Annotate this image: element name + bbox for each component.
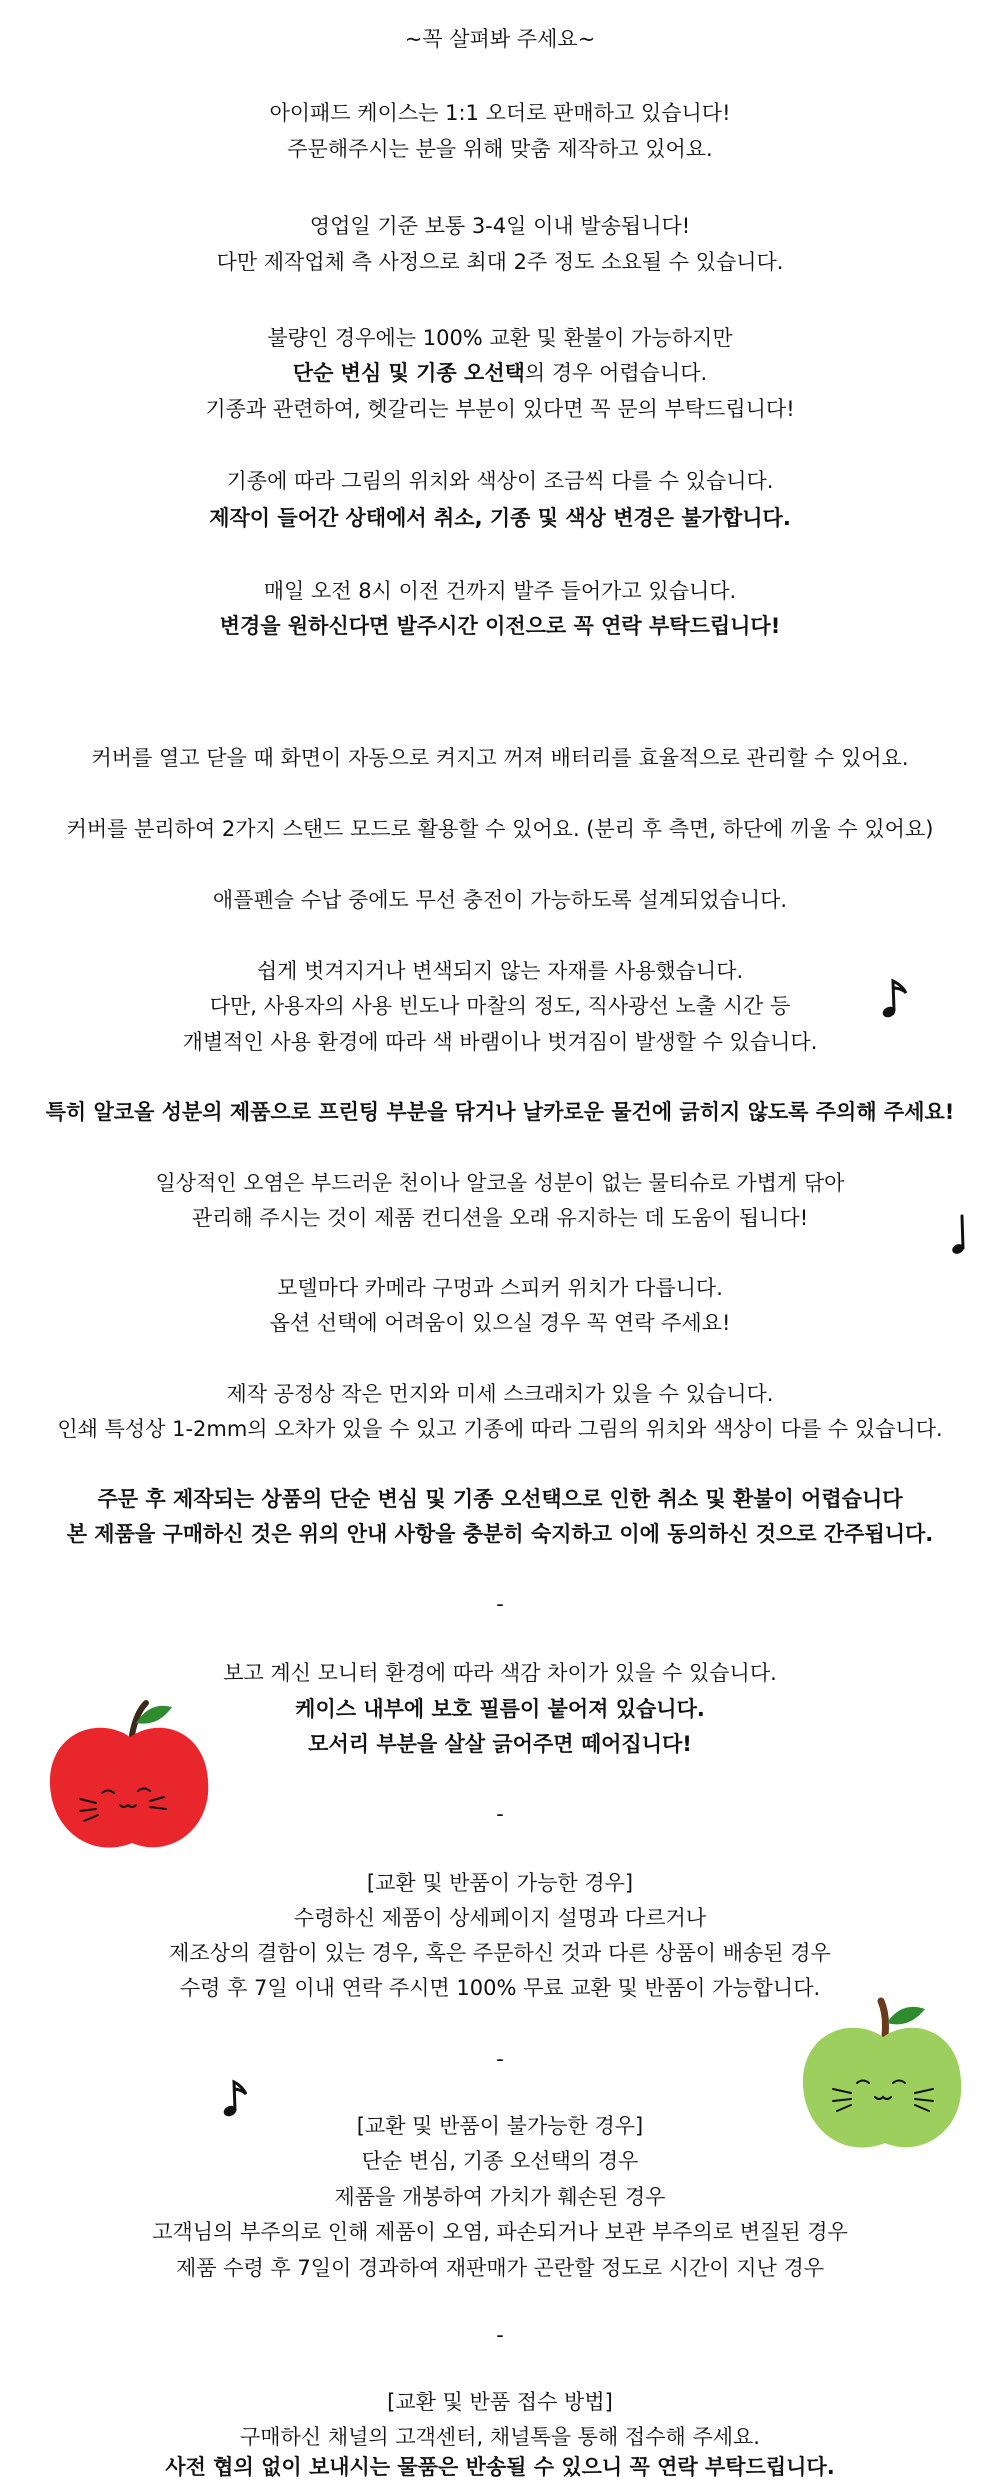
exchange-possible-line: 제조상의 결함이 있는 경우, 혹은 주문하신 것과 다른 상품이 배송된 경우 xyxy=(169,1941,831,1965)
music-note-icon xyxy=(220,2078,252,2120)
exchange-possible-line: 수령 후 7일 이내 연락 주시면 100% 무료 교환 및 반품이 가능합니다. xyxy=(179,1976,821,2000)
feature-line: 쉽게 벗겨지거나 변색되지 않는 자재를 사용했습니다. xyxy=(256,959,744,983)
section-divider: - xyxy=(496,2323,504,2347)
notice-line: 다만 제작업체 측 사정으로 최대 2주 정도 소요될 수 있습니다. xyxy=(216,250,784,274)
music-note-icon xyxy=(880,975,912,1021)
feature-line: 개별적인 사용 환경에 따라 색 바램이나 벗겨짐이 발생할 수 있습니다. xyxy=(182,1030,818,1054)
section-divider: - xyxy=(496,1592,504,1616)
film-line-bold: 모서리 부분을 살살 긁어주면 떼어집니다! xyxy=(308,1732,692,1756)
feature-line: 커버를 분리하여 2가지 스탠드 모드로 활용할 수 있어요. (분리 후 측면, 하단에 끼울 수 있어요) xyxy=(66,817,934,841)
notice-line: 주문해주시는 분을 위해 맞춤 제작하고 있어요. xyxy=(287,137,713,161)
return-method-heading: [교환 및 반품 접수 방법] xyxy=(387,2390,613,2414)
red-apple-icon xyxy=(40,1693,220,1863)
music-note-icon xyxy=(950,1213,974,1257)
exchange-impossible-line: 제품 수령 후 7일이 경과하여 재판매가 곤란할 정도로 시간이 지난 경우 xyxy=(175,2256,825,2280)
production-line: 인쇄 특성상 1-2mm의 오차가 있을 수 있고 기종에 따라 그림의 위치와 색상이 다를 수 있습니다. xyxy=(57,1417,943,1441)
exchange-impossible-line: 단순 변심, 기종 오선택의 경우 xyxy=(361,2149,639,2173)
green-apple-icon xyxy=(793,1993,973,2163)
notice-line: 기종과 관련하여, 헷갈리는 부분이 있다면 꼭 문의 부탁드립니다! xyxy=(205,397,795,421)
notice-line: 영업일 기준 보통 3-4일 이내 발송됩니다! xyxy=(309,214,691,238)
feature-line: 다만, 사용자의 사용 빈도나 마찰의 정도, 직사광선 노출 시간 등 xyxy=(209,994,791,1018)
exchange-possible-line: 수령하신 제품이 상세페이지 설명과 다르거나 xyxy=(293,1906,707,1930)
model-line: 모델마다 카메라 구멍과 스피커 위치가 다릅니다. xyxy=(277,1276,723,1300)
notice-line: 불량인 경우에는 100% 교환 및 환불이 가능하지만 xyxy=(267,326,733,350)
notice-line: 기종에 따라 그림의 위치와 색상이 조금씩 다를 수 있습니다. xyxy=(226,469,774,493)
section-divider: - xyxy=(496,2047,504,2071)
care-line: 관리해 주시는 것이 제품 컨디션을 오래 유지하는 데 도움이 됩니다! xyxy=(191,1206,809,1230)
bold-emphasis: 단순 변심 및 기종 오선택 xyxy=(292,361,525,385)
notice-title: ~꼭 살펴봐 주세요~ xyxy=(404,27,596,51)
notice-line-bold: 제작이 들어간 상태에서 취소, 기종 및 색상 변경은 불가합니다. xyxy=(209,506,791,530)
feature-line: 커버를 열고 닫을 때 화면이 자동으로 켜지고 꺼져 배터리를 효율적으로 관리할 수 있어요. xyxy=(91,746,909,770)
section-divider: - xyxy=(496,1802,504,1826)
care-line: 일상적인 오염은 부드러운 천이나 알코올 성분이 없는 물티슈로 가볍게 닦아 xyxy=(155,1171,845,1195)
return-method-line: 구매하신 채널의 고객센터, 채널톡을 통해 접수해 주세요. xyxy=(240,2425,760,2449)
exchange-impossible-line: 제품을 개봉하여 가치가 훼손된 경우 xyxy=(334,2185,666,2209)
feature-line: 애플펜슬 수납 중에도 무선 충전이 가능하도록 설계되었습니다. xyxy=(212,888,788,912)
exchange-impossible-heading: [교환 및 반품이 불가능한 경우] xyxy=(356,2114,644,2138)
return-method-line-bold: 사전 협의 없이 보내시는 물품은 반송될 수 있으니 꼭 연락 부탁드립니다. xyxy=(165,2455,835,2479)
warning-line-bold: 특히 알코올 성분의 제품으로 프린팅 부분을 닦거나 날카로운 물건에 긁히지 않도록 주의해 주세요! xyxy=(45,1100,955,1124)
notice-line: 매일 오전 8시 이전 건까지 발주 들어가고 있습니다. xyxy=(263,579,737,603)
model-line: 옵션 선택에 어려움이 있으실 경우 꼭 연락 주세요! xyxy=(269,1311,731,1335)
notice-line-bold: 변경을 원하신다면 발주시간 이전으로 꼭 연락 부탁드립니다! xyxy=(219,614,781,638)
exchange-possible-heading: [교환 및 반품이 가능한 경우] xyxy=(366,1871,634,1895)
policy-line-bold: 본 제품을 구매하신 것은 위의 안내 사항을 충분히 숙지하고 이에 동의하신 것으로 간주됩니다. xyxy=(66,1522,934,1546)
monitor-line: 보고 계신 모니터 환경에 따라 색감 차이가 있을 수 있습니다. xyxy=(223,1661,777,1685)
production-line: 제작 공정상 작은 먼지와 미세 스크래치가 있을 수 있습니다. xyxy=(226,1382,774,1406)
notice-line: 아이패드 케이스는 1:1 오더로 판매하고 있습니다! xyxy=(269,101,731,125)
exchange-impossible-line: 고객님의 부주의로 인해 제품이 오염, 파손되거나 보관 부주의로 변질된 경우 xyxy=(152,2220,848,2244)
policy-line-bold: 주문 후 제작되는 상품의 단순 변심 및 기종 오선택으로 인한 취소 및 환불이 어렵습니다 xyxy=(97,1487,903,1511)
notice-line: 단순 변심 및 기종 오선택의 경우 어렵습니다. xyxy=(292,361,708,385)
film-line-bold: 케이스 내부에 보호 필름이 붙어져 있습니다. xyxy=(295,1697,705,1721)
